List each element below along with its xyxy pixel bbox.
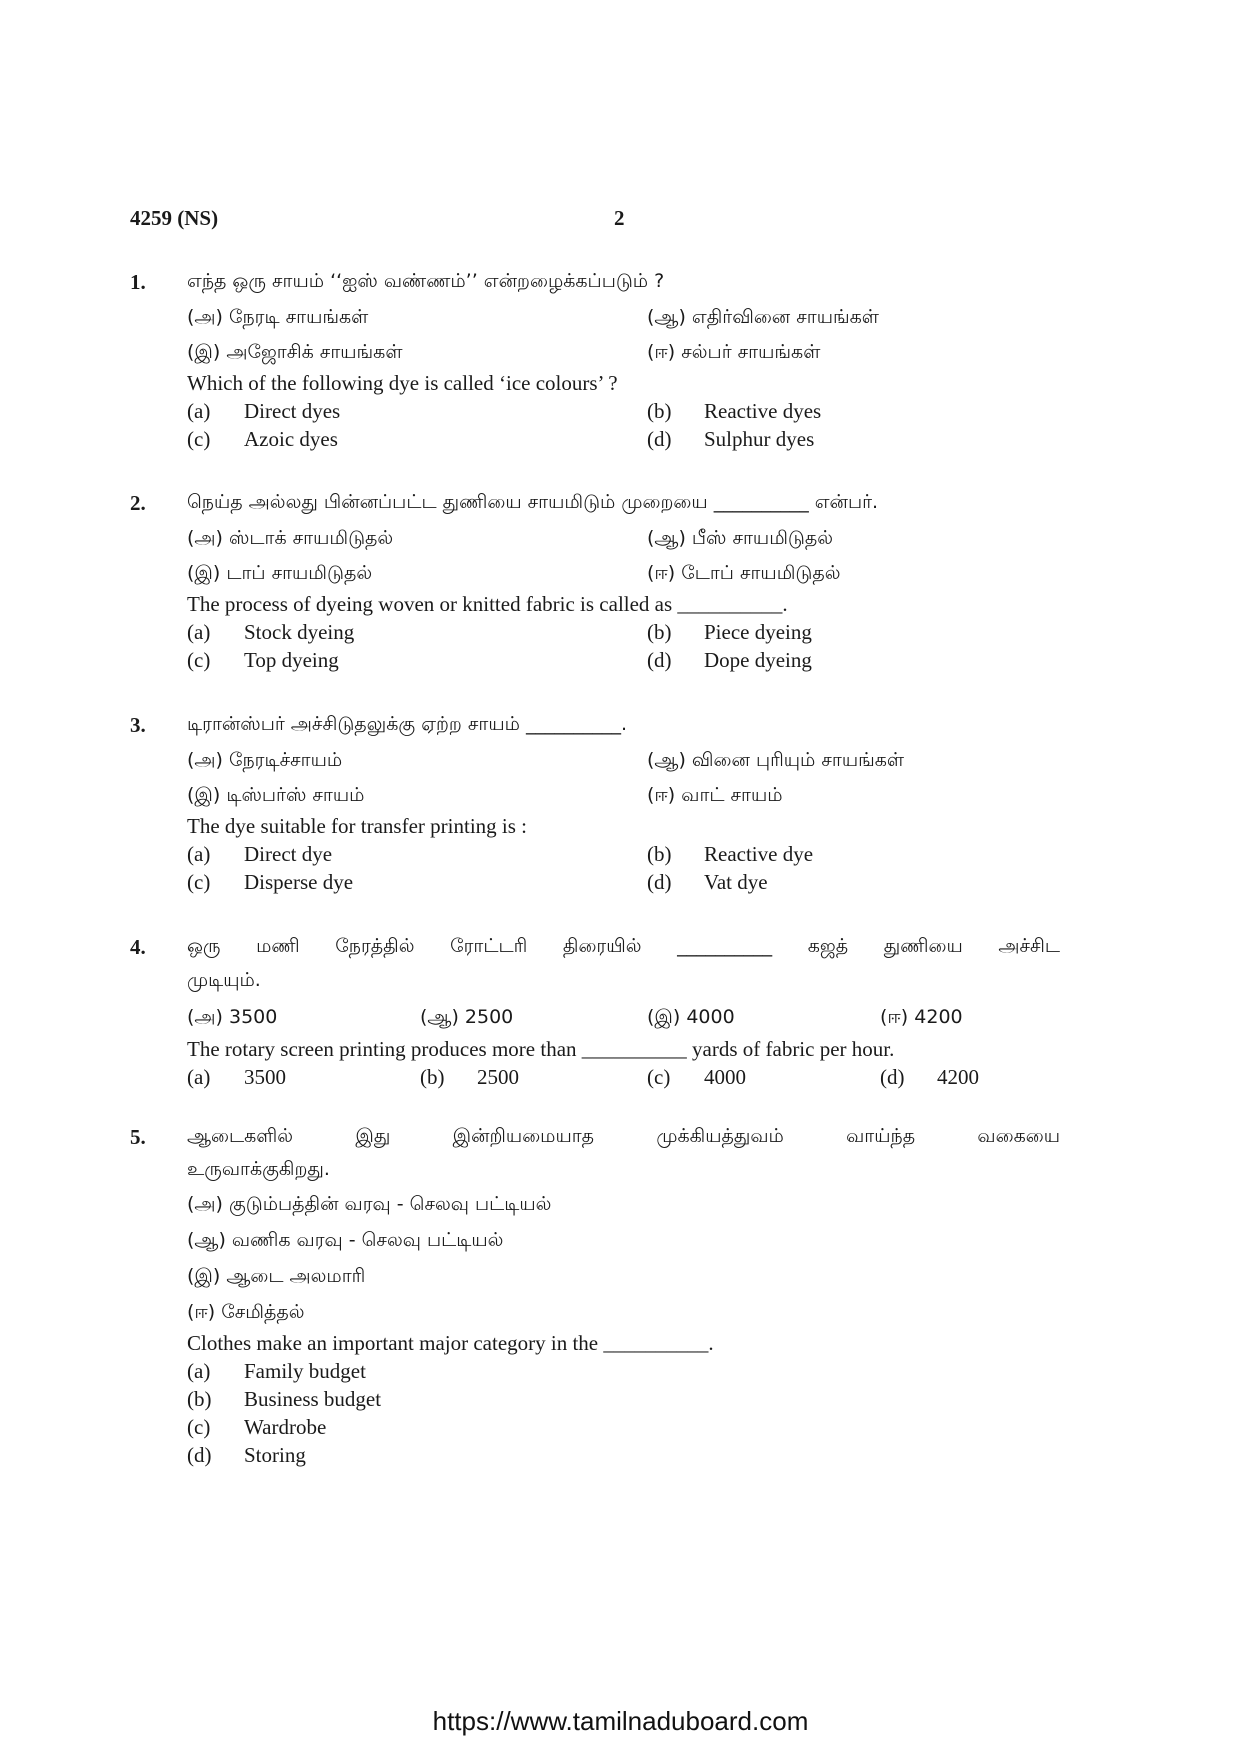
option-tamil-a: (அ) குடும்பத்தின் வரவு - செலவு பட்டியல் xyxy=(187,1193,552,1215)
question-4 xyxy=(130,935,1060,1095)
option-tamil-b: (ஆ) எதிர்வினை சாயங்கள் xyxy=(647,306,879,328)
option-english-d: (d) 4200 xyxy=(880,1065,979,1089)
option-tamil-b: (ஆ) வணிக வரவு - செலவு பட்டியல் xyxy=(187,1229,504,1251)
question-text-english: Which of the following dye is called ‘ice colours’ ? xyxy=(187,371,618,395)
question-number: 1. xyxy=(130,270,146,294)
question-1 xyxy=(130,270,1060,460)
option-tamil-d: (ஈ) சல்பர் சாயங்கள் xyxy=(647,341,821,363)
question-text-tamil: நெய்த அல்லது பின்னப்பட்ட துணியை சாயமிடும் முறையை __________ என்பர். xyxy=(187,491,879,513)
footer-url: https://www.tamilnaduboard.com xyxy=(432,1706,809,1736)
option-english-a: (a) Direct dyes xyxy=(187,399,341,423)
option-english-d: (d) Storing xyxy=(187,1443,306,1467)
option-english-d: (d) Dope dyeing xyxy=(647,648,812,672)
question-text-tamil-cont: உருவாக்குகிறது. xyxy=(187,1158,330,1180)
option-tamil-c: (இ) டாப் சாயமிடுதல் xyxy=(187,562,373,584)
question-text-english: Clothes make an important major category in the __________. xyxy=(187,1331,714,1355)
question-text-english: The dye suitable for transfer printing is : xyxy=(187,814,527,838)
option-tamil-a: (அ) நேரடிச்சாயம் xyxy=(187,749,343,771)
option-tamil-c: (இ) டிஸ்பர்ஸ் சாயம் xyxy=(187,784,365,806)
question-3 xyxy=(130,713,1060,903)
option-english-a: (a) Stock dyeing xyxy=(187,620,355,644)
option-english-a: (a) Direct dye xyxy=(187,842,333,866)
option-tamil-a: (அ) 3500 xyxy=(187,1006,278,1028)
option-english-b: (b) Reactive dye xyxy=(647,842,814,866)
question-5 xyxy=(130,1125,1060,1465)
question-number: 5. xyxy=(130,1125,146,1149)
question-text-tamil: எந்த ஒரு சாயம் ‘‘ஐஸ் வண்ணம்’’ என்றழைக்கப்படும் ? xyxy=(187,270,665,292)
page-number: 2 xyxy=(614,206,625,230)
question-text-tamil: ஒரு மணி நேரத்தில் ரோட்டரி திரையில் __________ கஜத் துணியை அச்சிட xyxy=(187,935,1060,957)
option-english-d: (d) Sulphur dyes xyxy=(647,427,815,451)
option-tamil-b: (ஆ) வினை புரியும் சாயங்கள் xyxy=(647,749,905,771)
option-english-b: (b) Reactive dyes xyxy=(647,399,822,423)
option-tamil-a: (அ) நேரடி சாயங்கள் xyxy=(187,306,369,328)
option-english-c: (c) Disperse dye xyxy=(187,870,354,894)
question-text-tamil: டிரான்ஸ்பர் அச்சிடுதலுக்கு ஏற்ற சாயம் __________. xyxy=(187,713,627,735)
option-english-b: (b) Piece dyeing xyxy=(647,620,812,644)
option-tamil-d: (ஈ) 4200 xyxy=(880,1006,963,1028)
question-text-english: The process of dyeing woven or knitted fabric is called as __________. xyxy=(187,592,788,616)
option-english-c: (c) Wardrobe xyxy=(187,1415,327,1439)
option-english-a: (a) Family budget xyxy=(187,1359,366,1383)
option-tamil-c: (இ) 4000 xyxy=(647,1006,735,1028)
paper-code: 4259 (NS) xyxy=(130,206,219,230)
options-english xyxy=(187,1065,1060,1091)
option-tamil-d: (ஈ) வாட் சாயம் xyxy=(647,784,783,806)
options-tamil xyxy=(187,1006,1060,1032)
option-tamil-c: (இ) அஜோசிக் சாயங்கள் xyxy=(187,341,403,363)
option-tamil-d: (ஈ) சேமித்தல் xyxy=(187,1301,305,1323)
question-number: 2. xyxy=(130,491,146,515)
question-number: 4. xyxy=(130,935,146,959)
option-english-c: (c) Azoic dyes xyxy=(187,427,338,451)
option-tamil-a: (அ) ஸ்டாக் சாயமிடுதல் xyxy=(187,527,394,549)
option-english-b: (b) Business budget xyxy=(187,1387,382,1411)
option-english-b: (b) 2500 xyxy=(420,1065,519,1089)
question-text-tamil-cont: முடியும். xyxy=(187,969,261,991)
question-text-tamil: ஆடைகளில் இது இன்றியமையாத முக்கியத்துவம் வாய்ந்த வகையை xyxy=(187,1125,1060,1147)
option-tamil-b: (ஆ) 2500 xyxy=(420,1006,514,1028)
option-english-a: (a) 3500 xyxy=(187,1065,286,1089)
option-english-c: (c) Top dyeing xyxy=(187,648,339,672)
question-2 xyxy=(130,491,1060,681)
option-tamil-b: (ஆ) பீஸ் சாயமிடுதல் xyxy=(647,527,834,549)
question-number: 3. xyxy=(130,713,146,737)
option-english-c: (c) 4000 xyxy=(647,1065,746,1089)
option-tamil-c: (இ) ஆடை அலமாரி xyxy=(187,1265,366,1287)
option-tamil-d: (ஈ) டோப் சாயமிடுதல் xyxy=(647,562,841,584)
option-english-d: (d) Vat dye xyxy=(647,870,768,894)
question-text-english: The rotary screen printing produces more than __________ yards of fabric per hour. xyxy=(187,1037,895,1061)
